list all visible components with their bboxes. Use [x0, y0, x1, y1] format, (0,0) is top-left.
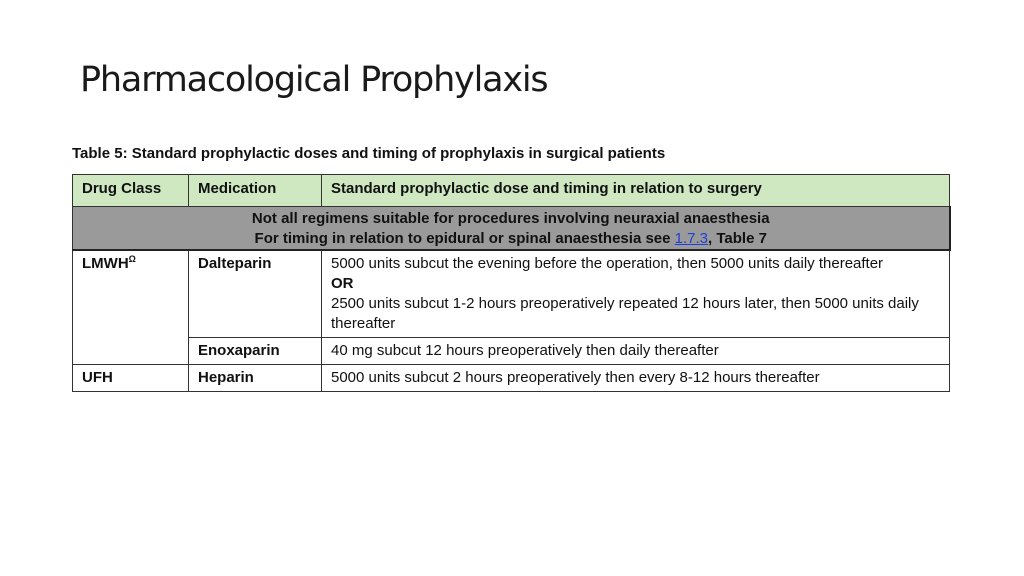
- header-medication: Medication: [189, 175, 322, 207]
- neuraxial-note: [73, 207, 950, 251]
- dose-regimen-a: 5000 units subcut the evening before the operation, then 5000 units daily thereafter: [331, 255, 884, 272]
- dose-enoxaparin: 40 mg subcut 12 hours preoperatively then daily thereafter: [322, 338, 950, 365]
- medication-enoxaparin: Enoxaparin: [189, 338, 322, 365]
- omega-footnote: Ω: [128, 254, 136, 264]
- note-line-2-prefix: For timing in relation to epidural or spinal anaesthesia see: [254, 230, 675, 247]
- note-line-2: [82, 229, 940, 249]
- header-dose-timing: Standard prophylactic dose and timing in relation to surgery: [322, 175, 950, 207]
- header-drug-class: Drug Class: [73, 175, 189, 207]
- note-line-1: Not all regimens suitable for procedures involving neuraxial anaesthesia: [251, 210, 770, 227]
- table-row: [73, 250, 950, 338]
- table-row: [73, 338, 950, 365]
- note-line-2-suffix: , Table 7: [708, 230, 767, 247]
- section-link[interactable]: 1.7.3: [674, 230, 709, 247]
- table-note-row: [73, 207, 950, 251]
- dose-dalteparin: [322, 250, 950, 338]
- dose-heparin: 5000 units subcut 2 hours preoperatively then every 8-12 hours thereafter: [322, 365, 950, 392]
- table-header-row: [73, 175, 950, 207]
- medication-heparin: Heparin: [189, 365, 322, 392]
- drug-class-label: LMWH: [82, 255, 129, 272]
- drug-class-ufh: UFH: [73, 365, 189, 392]
- prophylaxis-table: [72, 174, 951, 392]
- slide-title: Pharmacological Prophylaxis: [80, 60, 548, 100]
- table-caption: Table 5: Standard prophylactic doses and timing of prophylaxis in surgical patients: [72, 145, 666, 162]
- drug-class-lmwh: [73, 250, 189, 365]
- medication-dalteparin: Dalteparin: [189, 250, 322, 338]
- dose-regimen-b: 2500 units subcut 1-2 hours preoperatively repeated 12 hours later, then 5000 units daily thereafter: [331, 295, 919, 332]
- or-separator: OR: [331, 275, 354, 292]
- table-row: [73, 365, 950, 392]
